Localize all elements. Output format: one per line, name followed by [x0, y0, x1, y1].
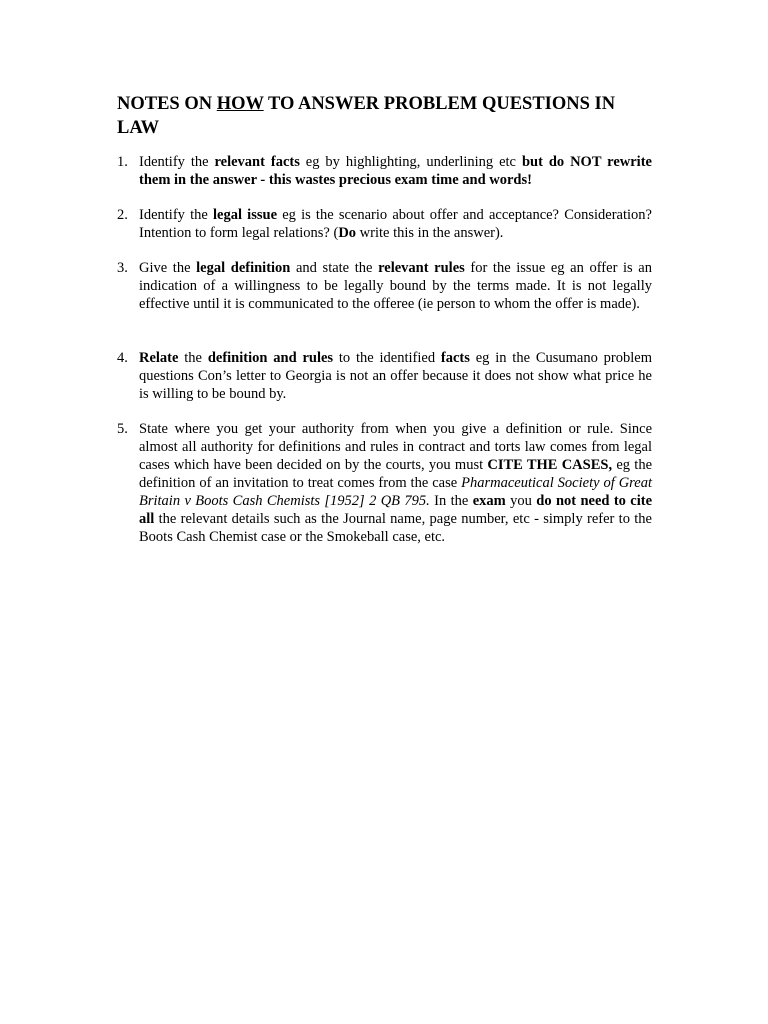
body-text: eg in the Cusumano problem questions Con’s letter to Georgia is not an offer because it does not show what price he is willing to be bound by. [139, 350, 653, 402]
body-text: State where you get your authority from when you give a definition or rule. Since almost all authority for definitions and rules in contract and torts law comes from legal cases which have been decided on by the courts, you must [139, 421, 652, 473]
item-number: 5. [117, 421, 128, 437]
body-text: Identify the [139, 154, 215, 170]
item-text [139, 420, 652, 546]
body-text: for the issue eg an offer is an indication of a willingness to be legally bound by the terms made. It is not legally effective until it is communicated to the offeree (ie person to whom the offer is made). [139, 260, 652, 312]
body-text: and state the [290, 260, 379, 276]
bold-text: Do [338, 225, 357, 241]
item-text [139, 153, 652, 189]
item-number: 2. [117, 207, 128, 223]
title-post: TO ANSWER PROBLEM QUESTIONS IN LAW [117, 94, 616, 138]
body-text: the relevant details such as the Journal name, page number, etc - simply refer to the Boots Cash Chemist case or the Smokeball case, etc. [139, 511, 652, 545]
body-text: you [505, 493, 537, 509]
body-text: Give the [139, 260, 197, 276]
page-title [117, 92, 637, 140]
bold-text: relevant rules [378, 260, 465, 276]
item-number: 1. [117, 154, 128, 170]
item-number: 3. [117, 260, 128, 276]
bold-text: legal issue [213, 207, 277, 223]
body-text: eg is the scenario about offer and acceptance? Consideration? Intention to form legal relations? ( [139, 207, 652, 241]
bold-text: definition and rules [207, 350, 334, 366]
item-number: 4. [117, 350, 128, 366]
body-text: Identify the [139, 207, 213, 223]
bold-text: legal definition [196, 260, 291, 276]
bold-text: do not need to cite all [139, 493, 653, 527]
title-underlined: HOW [216, 94, 264, 114]
bold-text: CITE THE CASES, [487, 457, 613, 473]
body-text: In the [429, 493, 473, 509]
item-text [139, 349, 652, 403]
body-text: to the identified [333, 350, 441, 366]
bold-text: relevant facts [214, 154, 300, 170]
bold-text: facts [440, 350, 470, 366]
body-text: eg by highlighting, underlining etc [299, 154, 522, 170]
body-text: eg the definition of an invitation to treat comes from the case [139, 457, 653, 491]
bold-text: Relate [139, 350, 179, 366]
item-text [139, 206, 652, 242]
bold-text: exam [472, 493, 506, 509]
body-text: write this in the answer). [356, 225, 504, 241]
body-text: the [178, 350, 208, 366]
title-pre: NOTES ON [117, 94, 217, 114]
bold-text: but do NOT rewrite them in the answer - this wastes precious exam time and words! [139, 154, 652, 188]
case-citation: Pharmaceutical Society of Great Britain v Boots Cash Chemists [1952] 2 QB 795. [139, 475, 652, 509]
item-text [139, 259, 652, 313]
